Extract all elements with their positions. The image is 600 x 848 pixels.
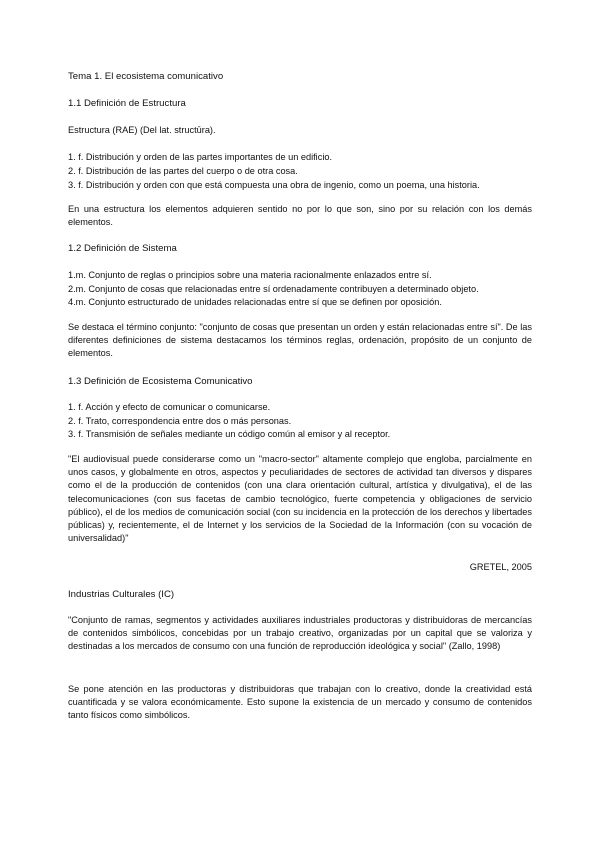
sistema-item-1: 1.m. Conjunto de reglas o principios sobre una materia racionalmente enlazados entre sí. bbox=[68, 270, 432, 280]
section-heading-estructura: 1.1 Definición de Estructura bbox=[68, 98, 186, 109]
estructura-item-3: 3. f. Distribución y orden con que está compuesta una obra de ingenio, como un poema, una historia. bbox=[68, 180, 480, 190]
estructura-paragraph: En una estructura los elementos adquieren sentido no por lo que son, sino por su relación con los demás elementos. bbox=[68, 204, 532, 228]
document-page bbox=[68, 0, 532, 848]
section-heading-sistema: 1.2 Definición de Sistema bbox=[68, 243, 177, 254]
comunicar-item-1: 1. f. Acción y efecto de comunicar o comunicarse. bbox=[68, 402, 271, 412]
estructura-item-2: 2. f. Distribución de las partes del cuerpo o de otra cosa. bbox=[68, 166, 298, 176]
comunicar-item-3: 3. f. Transmisión de señales mediante un código común al emisor y al receptor. bbox=[68, 429, 391, 439]
section-heading-ecosistema: 1.3 Definición de Ecosistema Comunicativo bbox=[68, 376, 253, 387]
quote-source: GRETEL, 2005 bbox=[469, 562, 532, 572]
estructura-definition: Estructura (RAE) (Del lat. structūra). bbox=[68, 125, 216, 135]
comunicar-item-2: 2. f. Trato, correspondencia entre dos o más personas. bbox=[68, 416, 292, 426]
sistema-item-3: 4.m. Conjunto estructurado de unidades relacionadas entre sí que se definen por oposición. bbox=[68, 297, 442, 307]
sistema-paragraph: Se destaca el término conjunto: "conjunto de cosas que presentan un orden y están relacionadas entre sí". De las diferentes definiciones de sistema destacamos los términos reglas, ordenación, propósito de un conjunto de elementos. bbox=[68, 322, 532, 359]
industrias-paragraph: Se pone atención en las productoras y distribuidoras que trabajan con lo creativo, donde la creatividad está cuantificada y se valora económicamente. Esto supone la existencia de un mercado y consumo de contenidos tanto físicos como simbólicos. bbox=[68, 684, 532, 721]
audiovisual-quote: "El audiovisual puede considerarse como un "macro-sector" altamente complejo que engloba, parcialmente en unos casos, y globalmente en otros, aspectos y peculiaridades de sectores de actividad tan diversos y dispares como el de la producción de contenidos (con una clara orientación cultural, artística y divulgativa), el de las telecomunicaciones (con sus facetas de cambio tecnológico, fuerte competencia y obligaciones de servicio público), el de los medios de comunicación social (con su incidencia en la protección de los derechos y libertades públicas) y, recientemente, el de Internet y los servicios de la Sociedad de la Información (con su vocación de universalidad)" bbox=[68, 454, 532, 544]
sistema-item-2: 2.m. Conjunto de cosas que relacionadas entre sí ordenadamente contribuyen a determinado objeto. bbox=[68, 284, 479, 294]
section-heading-industrias: Industrias Culturales (IC) bbox=[68, 589, 175, 600]
document-title: Tema 1. El ecosistema comunicativo bbox=[68, 71, 224, 82]
industrias-quote: "Conjunto de ramas, segmentos y actividades auxiliares industriales productoras y distribuidoras de mercancías de contenidos simbólicos, concebidas por un trabajo creativo, organizadas por un capital que se valoriza y destinadas a los mercados de consumo con una función de reproducción ideológica y social" (Zallo, 1998) bbox=[68, 615, 532, 652]
estructura-item-1: 1. f. Distribución y orden de las partes importantes de un edificio. bbox=[68, 152, 333, 162]
